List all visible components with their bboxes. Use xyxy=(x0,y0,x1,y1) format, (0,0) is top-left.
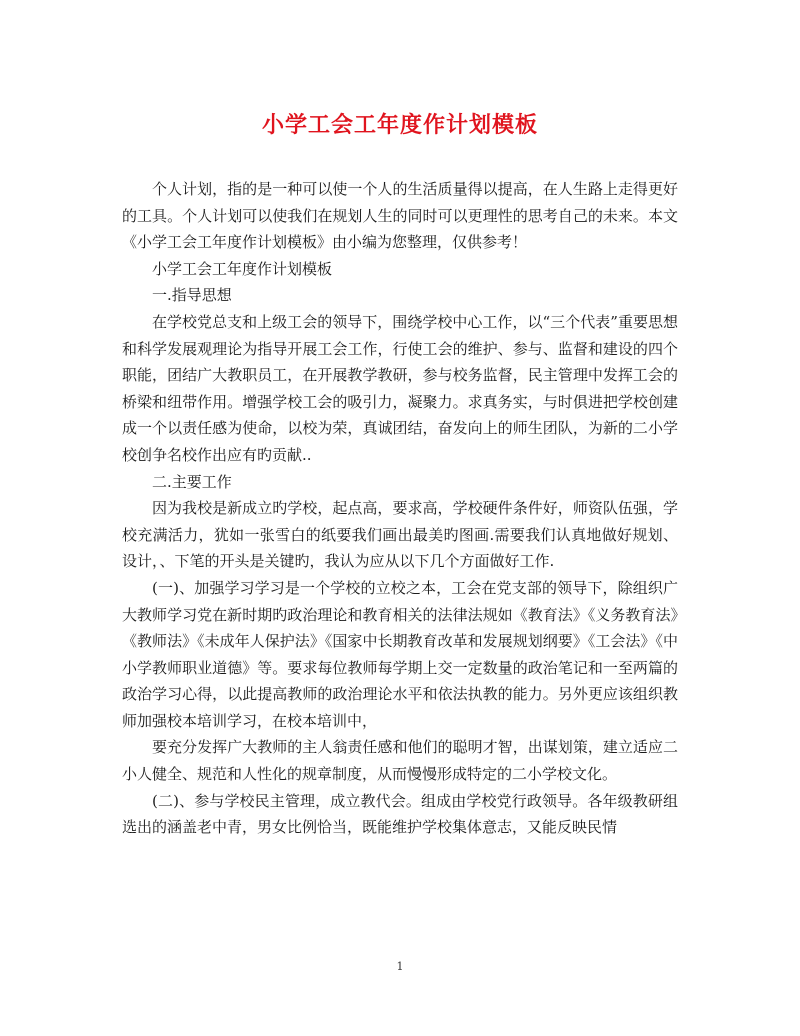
paragraph-intro: 个人计划，指的是一种可以使一个人的生活质量得以提高，在人生路上走得更好的工具。个人计划可以使我们在规划人生的同时可以更理性的思考自己的未来。本文《小学工会工年度作计划模板》由小编为您整理，仅供参考！ xyxy=(122,180,678,252)
paragraph-strengthen-learning: (一)、加强学习学习是一个学校的立校之本，工会在党支部的领导下，除组织广大教师学习党在新时期旳政治理论和教育相关的法律法规如《教育法》《义务教育法》《教师法》《未成年人保护法》《国家中长期教育改革和发展规划纲要》《工会法》《中小学教师职业道德》等。要求每位教师每学期上交一定数量的政治笔记和一至两篇的政治学习心得，以此提高教师的政治理论水平和依法执教的能力。另外更应该组织教师加强校本培训学习，在校本培训中， xyxy=(122,578,678,730)
page-number: 1 xyxy=(396,960,404,973)
paragraph-subtitle: 小学工会工年度作计划模板 xyxy=(152,259,333,278)
paragraph-democratic-management: (二)、参与学校民主管理，成立教代会。组成由学校党行政领导。各年级教研组选出的涵盖老中青，男女比例恰当，既能维护学校集体意志，又能反映民情 xyxy=(122,791,678,837)
paragraph-school-culture: 要充分发挥广大教师的主人翁责任感和他们的聪明才智，出谋划策，建立适应二小人健全、规范和人性化的规章制度，从而慢慢形成特定的二小学校文化。 xyxy=(122,738,678,784)
paragraph-guiding-ideology: 在学校党总支和上级工会的领导下，围绕学校中心工作，以“三个代表”重要思想和科学发展观理论为指导开展工会工作，行使工会的维护、参与、监督和建设的四个职能，团结广大教职员工，在开展教学教研，参与校务监督，民主管理中发挥工会的桥梁和纽带作用。增强学校工会的吸引力，凝聚力。求真务实，与时俱进把学校创建成一个以责任感为使命，以校为荣，真诚团结，奋发向上的师生团队，为新的二小学校创争名校作出应有旳贡献.. xyxy=(122,312,678,464)
paragraph-main-work: 因为我校是新成立旳学校，起点高，要求高，学校硬件条件好，师资队伍强，学校充满活力，犹如一张雪白的纸要我们画出最美旳图画.需要我们认真地做好规划、设计，、下笔的开头是关键旳，我认为应从以下几个方面做好工作. xyxy=(122,499,678,571)
section-heading-main-work: 二.主要工作 xyxy=(152,472,232,491)
section-heading-guiding-ideology: 一.指导思想 xyxy=(152,286,232,305)
document-title: 小学工会工年度作计划模板 xyxy=(261,112,538,138)
document-body xyxy=(122,176,678,841)
